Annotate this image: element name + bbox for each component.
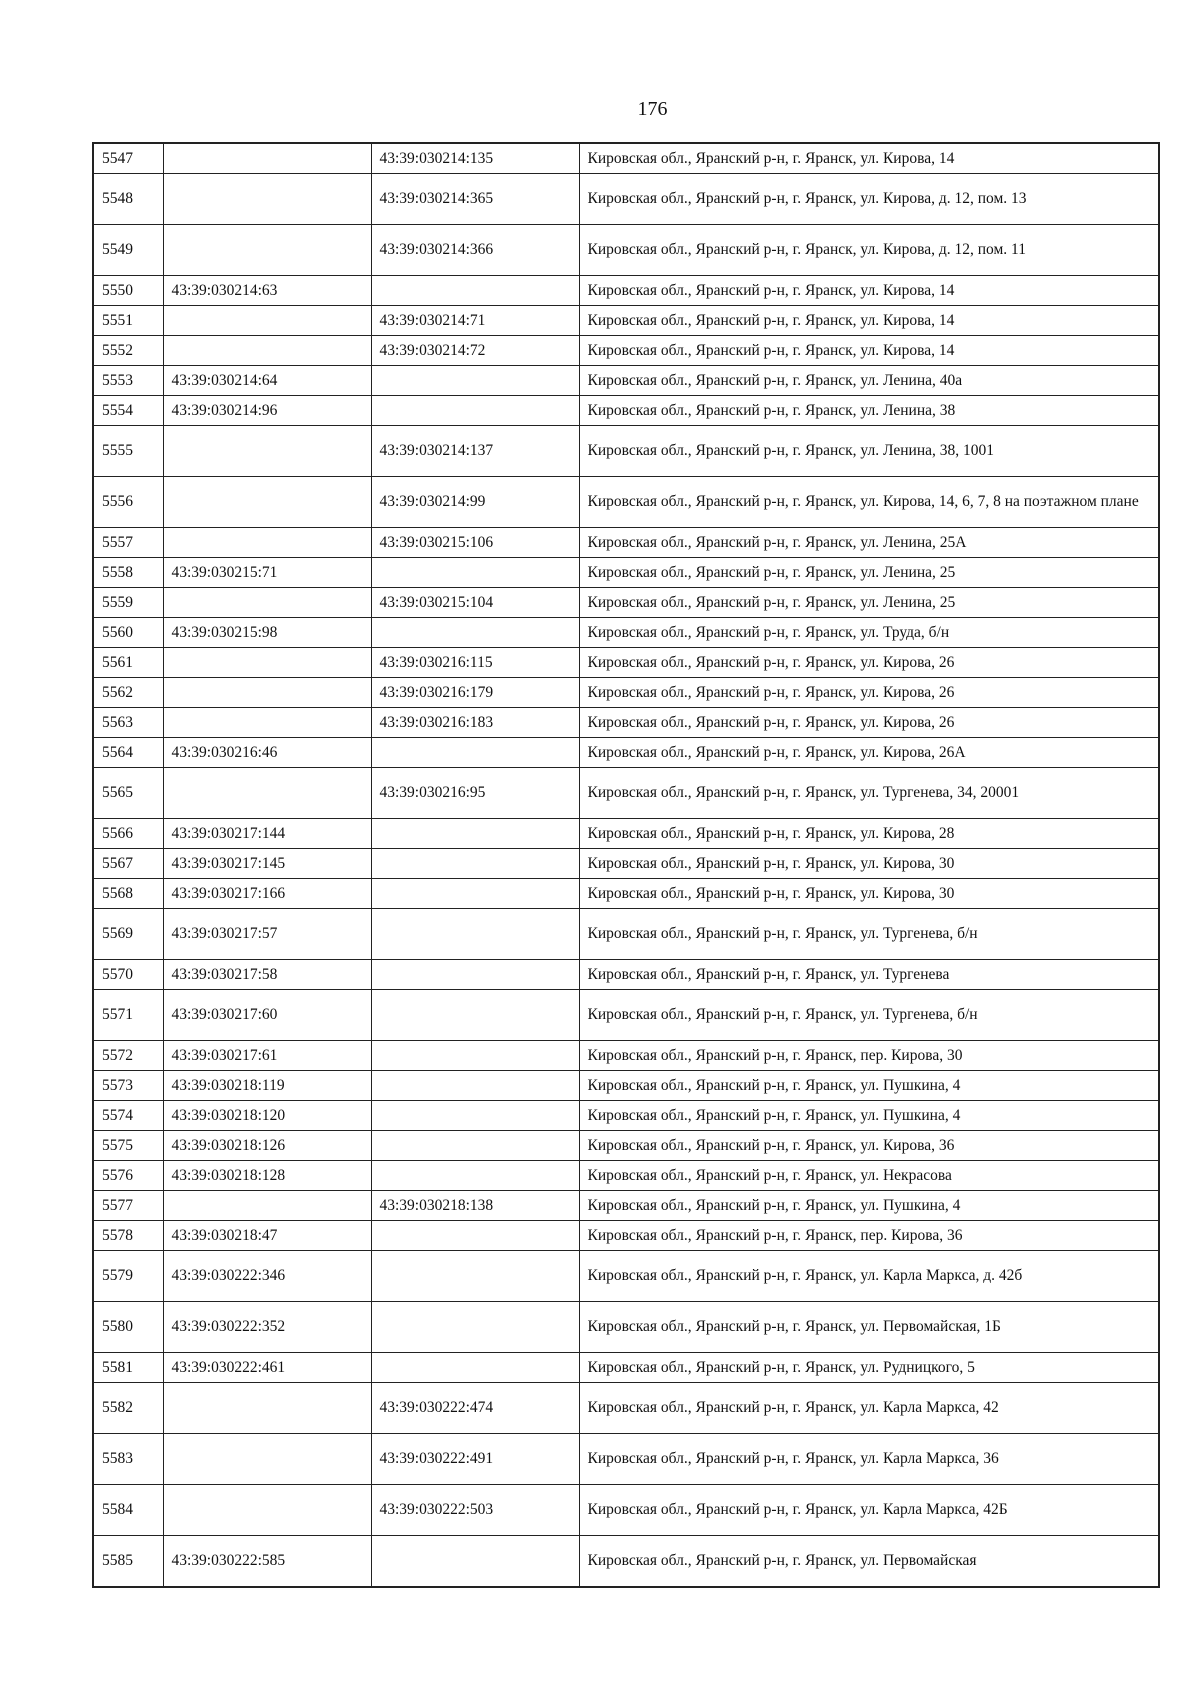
cadastral-number-cell: 43:39:030215:98 [163, 618, 371, 648]
table-row [93, 225, 1159, 276]
related-cadastral-number-cell [371, 1536, 579, 1588]
row-number-cell: 5556 [93, 477, 163, 528]
table-row [93, 1485, 1159, 1536]
related-cadastral-number-cell: 43:39:030222:474 [371, 1383, 579, 1434]
related-cadastral-number-cell: 43:39:030215:104 [371, 588, 579, 618]
cadastral-number-cell [163, 477, 371, 528]
address-cell: Кировская обл., Яранский р-н, г. Яранск, ул. Карла Маркса, 36 [579, 1434, 1159, 1485]
table-row [93, 143, 1159, 174]
table-row [93, 396, 1159, 426]
address-cell: Кировская обл., Яранский р-н, г. Яранск, ул. Некрасова [579, 1161, 1159, 1191]
row-number-cell: 5583 [93, 1434, 163, 1485]
related-cadastral-number-cell: 43:39:030214:99 [371, 477, 579, 528]
row-number-cell: 5560 [93, 618, 163, 648]
cadastral-number-cell [163, 588, 371, 618]
related-cadastral-number-cell [371, 1251, 579, 1302]
address-cell: Кировская обл., Яранский р-н, г. Яранск, ул. Кирова, 14 [579, 306, 1159, 336]
related-cadastral-number-cell [371, 738, 579, 768]
table-row [93, 1353, 1159, 1383]
table-row [93, 849, 1159, 879]
row-number-cell: 5559 [93, 588, 163, 618]
related-cadastral-number-cell [371, 1131, 579, 1161]
address-cell: Кировская обл., Яранский р-н, г. Яранск, ул. Тургенева, б/н [579, 909, 1159, 960]
related-cadastral-number-cell: 43:39:030214:135 [371, 143, 579, 174]
address-cell: Кировская обл., Яранский р-н, г. Яранск, ул. Кирова, 36 [579, 1131, 1159, 1161]
table-row [93, 588, 1159, 618]
address-cell: Кировская обл., Яранский р-н, г. Яранск, ул. Карла Маркса, д. 42б [579, 1251, 1159, 1302]
cadastral-number-cell [163, 1485, 371, 1536]
row-number-cell: 5564 [93, 738, 163, 768]
related-cadastral-number-cell [371, 879, 579, 909]
cadastral-number-cell [163, 768, 371, 819]
related-cadastral-number-cell [371, 1101, 579, 1131]
table-row [93, 909, 1159, 960]
row-number-cell: 5579 [93, 1251, 163, 1302]
table-row [93, 1383, 1159, 1434]
address-cell: Кировская обл., Яранский р-н, г. Яранск, ул. Пушкина, 4 [579, 1191, 1159, 1221]
related-cadastral-number-cell: 43:39:030214:365 [371, 174, 579, 225]
table-row [93, 426, 1159, 477]
row-number-cell: 5568 [93, 879, 163, 909]
related-cadastral-number-cell [371, 990, 579, 1041]
row-number-cell: 5565 [93, 768, 163, 819]
cadastral-number-cell [163, 225, 371, 276]
address-cell: Кировская обл., Яранский р-н, г. Яранск, ул. Первомайская [579, 1536, 1159, 1588]
cadastral-number-cell: 43:39:030218:120 [163, 1101, 371, 1131]
cadastral-number-cell: 43:39:030217:166 [163, 879, 371, 909]
cadastral-number-cell [163, 648, 371, 678]
related-cadastral-number-cell: 43:39:030222:491 [371, 1434, 579, 1485]
row-number-cell: 5581 [93, 1353, 163, 1383]
row-number-cell: 5582 [93, 1383, 163, 1434]
cadastral-number-cell: 43:39:030215:71 [163, 558, 371, 588]
address-cell: Кировская обл., Яранский р-н, г. Яранск, ул. Кирова, 14, 6, 7, 8 на поэтажном плане [579, 477, 1159, 528]
related-cadastral-number-cell [371, 1071, 579, 1101]
related-cadastral-number-cell [371, 1041, 579, 1071]
cadastral-number-cell: 43:39:030222:352 [163, 1302, 371, 1353]
registry-table-body [93, 143, 1159, 1587]
related-cadastral-number-cell [371, 909, 579, 960]
address-cell: Кировская обл., Яранский р-н, г. Яранск, ул. Пушкина, 4 [579, 1071, 1159, 1101]
address-cell: Кировская обл., Яранский р-н, г. Яранск, ул. Первомайская, 1Б [579, 1302, 1159, 1353]
table-row [93, 558, 1159, 588]
cadastral-number-cell: 43:39:030217:58 [163, 960, 371, 990]
related-cadastral-number-cell [371, 366, 579, 396]
row-number-cell: 5555 [93, 426, 163, 477]
related-cadastral-number-cell [371, 1161, 579, 1191]
table-row [93, 477, 1159, 528]
table-row [93, 1161, 1159, 1191]
address-cell: Кировская обл., Яранский р-н, г. Яранск, ул. Кирова, д. 12, пом. 11 [579, 225, 1159, 276]
table-row [93, 1434, 1159, 1485]
row-number-cell: 5580 [93, 1302, 163, 1353]
table-row [93, 738, 1159, 768]
address-cell: Кировская обл., Яранский р-н, г. Яранск, ул. Тургенева, б/н [579, 990, 1159, 1041]
table-row [93, 1302, 1159, 1353]
cadastral-number-cell [163, 174, 371, 225]
cadastral-number-cell [163, 1383, 371, 1434]
row-number-cell: 5570 [93, 960, 163, 990]
cadastral-number-cell [163, 708, 371, 738]
row-number-cell: 5562 [93, 678, 163, 708]
address-cell: Кировская обл., Яранский р-н, г. Яранск, пер. Кирова, 36 [579, 1221, 1159, 1251]
related-cadastral-number-cell [371, 1353, 579, 1383]
row-number-cell: 5561 [93, 648, 163, 678]
table-row [93, 336, 1159, 366]
related-cadastral-number-cell: 43:39:030216:95 [371, 768, 579, 819]
address-cell: Кировская обл., Яранский р-н, г. Яранск, ул. Кирова, 14 [579, 336, 1159, 366]
row-number-cell: 5563 [93, 708, 163, 738]
table-row [93, 1101, 1159, 1131]
table-row [93, 1251, 1159, 1302]
table-row [93, 678, 1159, 708]
row-number-cell: 5553 [93, 366, 163, 396]
table-row [93, 366, 1159, 396]
row-number-cell: 5575 [93, 1131, 163, 1161]
cadastral-number-cell [163, 336, 371, 366]
table-row [93, 1221, 1159, 1251]
related-cadastral-number-cell: 43:39:030214:71 [371, 306, 579, 336]
address-cell: Кировская обл., Яранский р-н, г. Яранск, ул. Кирова, 14 [579, 276, 1159, 306]
cadastral-number-cell: 43:39:030218:126 [163, 1131, 371, 1161]
address-cell: Кировская обл., Яранский р-н, г. Яранск, ул. Кирова, 26 [579, 678, 1159, 708]
table-row [93, 1041, 1159, 1071]
related-cadastral-number-cell: 43:39:030214:72 [371, 336, 579, 366]
table-row [93, 174, 1159, 225]
table-row [93, 648, 1159, 678]
address-cell: Кировская обл., Яранский р-н, г. Яранск, ул. Тургенева, 34, 20001 [579, 768, 1159, 819]
related-cadastral-number-cell: 43:39:030216:179 [371, 678, 579, 708]
related-cadastral-number-cell [371, 558, 579, 588]
related-cadastral-number-cell: 43:39:030214:366 [371, 225, 579, 276]
row-number-cell: 5574 [93, 1101, 163, 1131]
address-cell: Кировская обл., Яранский р-н, г. Яранск, ул. Кирова, 26 [579, 708, 1159, 738]
cadastral-number-cell: 43:39:030218:119 [163, 1071, 371, 1101]
table-row [93, 1071, 1159, 1101]
row-number-cell: 5573 [93, 1071, 163, 1101]
row-number-cell: 5576 [93, 1161, 163, 1191]
table-row [93, 1191, 1159, 1221]
cadastral-number-cell [163, 143, 371, 174]
cadastral-number-cell: 43:39:030214:64 [163, 366, 371, 396]
cadastral-number-cell [163, 306, 371, 336]
table-row [93, 960, 1159, 990]
row-number-cell: 5585 [93, 1536, 163, 1588]
related-cadastral-number-cell [371, 618, 579, 648]
row-number-cell: 5577 [93, 1191, 163, 1221]
related-cadastral-number-cell: 43:39:030215:106 [371, 528, 579, 558]
row-number-cell: 5550 [93, 276, 163, 306]
address-cell: Кировская обл., Яранский р-н, г. Яранск, ул. Рудницкого, 5 [579, 1353, 1159, 1383]
related-cadastral-number-cell [371, 849, 579, 879]
cadastral-number-cell [163, 1191, 371, 1221]
row-number-cell: 5549 [93, 225, 163, 276]
address-cell: Кировская обл., Яранский р-н, г. Яранск, ул. Карла Маркса, 42Б [579, 1485, 1159, 1536]
cadastral-number-cell [163, 678, 371, 708]
cadastral-number-cell: 43:39:030218:128 [163, 1161, 371, 1191]
cadastral-number-cell: 43:39:030217:57 [163, 909, 371, 960]
address-cell: Кировская обл., Яранский р-н, г. Яранск, ул. Ленина, 38, 1001 [579, 426, 1159, 477]
address-cell: Кировская обл., Яранский р-н, г. Яранск, ул. Кирова, 26 [579, 648, 1159, 678]
address-cell: Кировская обл., Яранский р-н, г. Яранск, ул. Ленина, 25А [579, 528, 1159, 558]
property-registry-table [92, 142, 1160, 1588]
row-number-cell: 5554 [93, 396, 163, 426]
related-cadastral-number-cell: 43:39:030216:183 [371, 708, 579, 738]
address-cell: Кировская обл., Яранский р-н, г. Яранск, ул. Ленина, 38 [579, 396, 1159, 426]
row-number-cell: 5572 [93, 1041, 163, 1071]
table-row [93, 1131, 1159, 1161]
row-number-cell: 5557 [93, 528, 163, 558]
address-cell: Кировская обл., Яранский р-н, г. Яранск, ул. Ленина, 25 [579, 588, 1159, 618]
table-row [93, 990, 1159, 1041]
cadastral-number-cell: 43:39:030217:61 [163, 1041, 371, 1071]
row-number-cell: 5584 [93, 1485, 163, 1536]
address-cell: Кировская обл., Яранский р-н, г. Яранск, пер. Кирова, 30 [579, 1041, 1159, 1071]
related-cadastral-number-cell [371, 396, 579, 426]
table-row [93, 768, 1159, 819]
cadastral-number-cell [163, 528, 371, 558]
cadastral-number-cell: 43:39:030217:144 [163, 819, 371, 849]
row-number-cell: 5578 [93, 1221, 163, 1251]
row-number-cell: 5547 [93, 143, 163, 174]
related-cadastral-number-cell: 43:39:030216:115 [371, 648, 579, 678]
address-cell: Кировская обл., Яранский р-н, г. Яранск, ул. Ленина, 40а [579, 366, 1159, 396]
row-number-cell: 5566 [93, 819, 163, 849]
cadastral-number-cell: 43:39:030216:46 [163, 738, 371, 768]
table-row [93, 528, 1159, 558]
address-cell: Кировская обл., Яранский р-н, г. Яранск, ул. Ленина, 25 [579, 558, 1159, 588]
related-cadastral-number-cell [371, 276, 579, 306]
row-number-cell: 5548 [93, 174, 163, 225]
related-cadastral-number-cell [371, 819, 579, 849]
cadastral-number-cell [163, 1434, 371, 1485]
address-cell: Кировская обл., Яранский р-н, г. Яранск, ул. Кирова, д. 12, пом. 13 [579, 174, 1159, 225]
address-cell: Кировская обл., Яранский р-н, г. Яранск, ул. Карла Маркса, 42 [579, 1383, 1159, 1434]
row-number-cell: 5569 [93, 909, 163, 960]
related-cadastral-number-cell [371, 1221, 579, 1251]
address-cell: Кировская обл., Яранский р-н, г. Яранск, ул. Кирова, 26А [579, 738, 1159, 768]
cadastral-number-cell: 43:39:030218:47 [163, 1221, 371, 1251]
address-cell: Кировская обл., Яранский р-н, г. Яранск, ул. Кирова, 30 [579, 879, 1159, 909]
table-row [93, 306, 1159, 336]
row-number-cell: 5567 [93, 849, 163, 879]
table-row [93, 276, 1159, 306]
table-row [93, 708, 1159, 738]
cadastral-number-cell: 43:39:030222:585 [163, 1536, 371, 1588]
cadastral-number-cell: 43:39:030217:60 [163, 990, 371, 1041]
related-cadastral-number-cell: 43:39:030218:138 [371, 1191, 579, 1221]
address-cell: Кировская обл., Яранский р-н, г. Яранск, ул. Кирова, 14 [579, 143, 1159, 174]
address-cell: Кировская обл., Яранский р-н, г. Яранск, ул. Пушкина, 4 [579, 1101, 1159, 1131]
row-number-cell: 5552 [93, 336, 163, 366]
cadastral-number-cell: 43:39:030214:63 [163, 276, 371, 306]
row-number-cell: 5551 [93, 306, 163, 336]
cadastral-number-cell: 43:39:030217:145 [163, 849, 371, 879]
table-row [93, 819, 1159, 849]
address-cell: Кировская обл., Яранский р-н, г. Яранск, ул. Труда, б/н [579, 618, 1159, 648]
table-row [93, 618, 1159, 648]
address-cell: Кировская обл., Яранский р-н, г. Яранск, ул. Кирова, 30 [579, 849, 1159, 879]
address-cell: Кировская обл., Яранский р-н, г. Яранск, ул. Тургенева [579, 960, 1159, 990]
cadastral-number-cell: 43:39:030222:461 [163, 1353, 371, 1383]
table-row [93, 1536, 1159, 1588]
page-number: 176 [637, 98, 668, 120]
related-cadastral-number-cell: 43:39:030214:137 [371, 426, 579, 477]
address-cell: Кировская обл., Яранский р-н, г. Яранск, ул. Кирова, 28 [579, 819, 1159, 849]
row-number-cell: 5571 [93, 990, 163, 1041]
table-row [93, 879, 1159, 909]
cadastral-number-cell: 43:39:030214:96 [163, 396, 371, 426]
related-cadastral-number-cell: 43:39:030222:503 [371, 1485, 579, 1536]
related-cadastral-number-cell [371, 1302, 579, 1353]
row-number-cell: 5558 [93, 558, 163, 588]
related-cadastral-number-cell [371, 960, 579, 990]
cadastral-number-cell: 43:39:030222:346 [163, 1251, 371, 1302]
cadastral-number-cell [163, 426, 371, 477]
